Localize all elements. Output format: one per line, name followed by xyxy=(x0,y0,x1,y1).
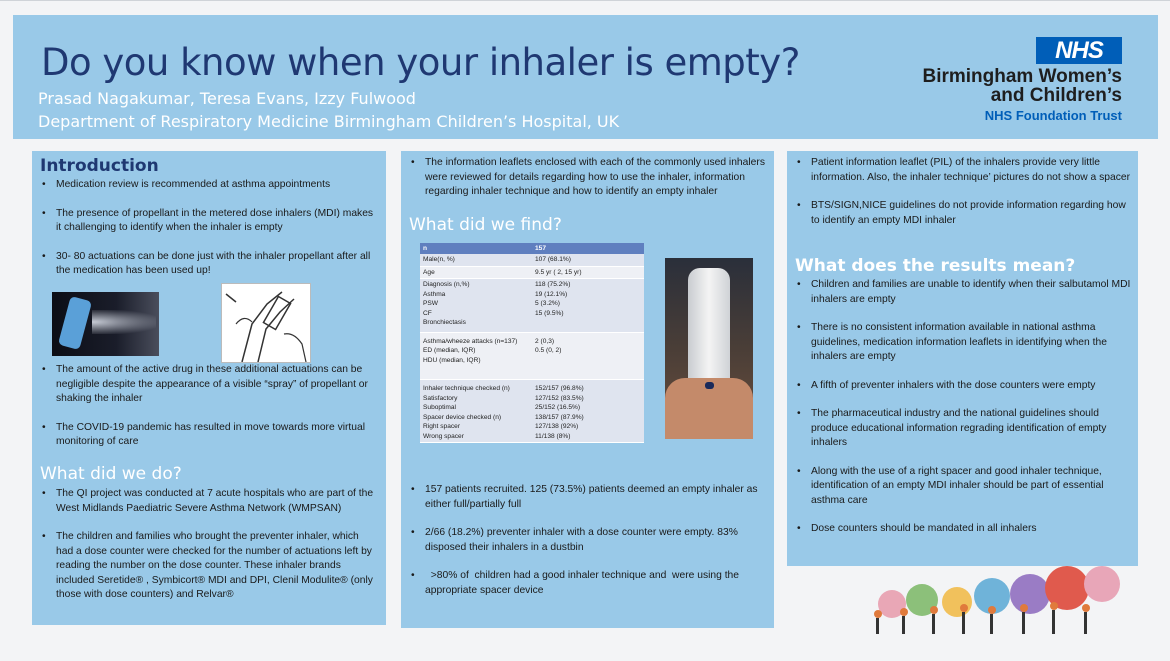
list-item: • The COVID-19 pandemic has resulted in move towards more virtual monitoring of care xyxy=(40,421,378,450)
list-item: • There is no consistent information available in national asthma guidelines, medication information leaflets in identifying when the inhalers are empty xyxy=(795,321,1133,365)
table-cell: Male(n, %) xyxy=(420,254,532,266)
list-item: • Along with the use of a right spacer and good inhaler technique, identification of an empty MDI inhaler should be part of essential asthma care xyxy=(795,465,1133,509)
list-item: • The information leaflets enclosed with each of the commonly used inhalers were reviewed for details regarding how to use the inhaler, information regarding inhaler technique and how to identify an empty inhaler xyxy=(409,156,769,200)
list-item: • Dose counters should be mandated in all inhalers xyxy=(795,522,1133,537)
list-item: • BTS/SIGN,NICE guidelines do not provide information regarding how to identify an empty MDI inhaler xyxy=(795,199,1133,228)
table-row xyxy=(420,380,644,443)
empty-inhaler-photo xyxy=(665,258,753,439)
list-item: • 157 patients recruited. 125 (73.5%) patients deemed an empty inhaler as either full/partially full xyxy=(409,483,769,512)
authors: Prasad Nagakumar, Teresa Evans, Izzy Fulwood xyxy=(38,89,416,108)
list-item: • >80% of children had a good inhaler technique and were using the appropriate spacer device xyxy=(409,569,769,598)
list-item: • The amount of the active drug in these additional actuations can be negligible despite the appearance of a visible “spray” of propellant or shaking the inhaler xyxy=(40,363,378,407)
table-row xyxy=(420,254,644,266)
trust-subtitle: NHS Foundation Trust xyxy=(984,108,1122,123)
table-cell: 152/157 (96.8%) 127/152 (83.5%) 25/152 (16.5%) 138/157 (87.9%) 127/138 (92%) 11/138 (8%) xyxy=(532,380,644,443)
table-header-cell: n xyxy=(420,243,532,254)
list-item: • 30- 80 actuations can be done just with the inhaler propellant after all the medication has been used up! xyxy=(40,250,378,279)
trust-name-line1: Birmingham Women’s xyxy=(922,66,1122,87)
list-item: • 2/66 (18.2%) preventer inhaler with a dose counter were empty. 83% disposed their inhalers in a dustbin xyxy=(409,526,769,555)
what-did-we-do-heading: What did we do? xyxy=(40,464,182,484)
table-cell: Inhaler technique checked (n) Satisfactory Suboptimal Spacer device checked (n) Right spacer Wrong spacer xyxy=(420,380,532,443)
table-cell: 2 (0,3) 0.5 (0, 2) xyxy=(532,332,644,380)
table-cell: Age xyxy=(420,266,532,279)
middle-bottom-list xyxy=(409,483,769,612)
spray-cloud xyxy=(92,310,156,334)
list-item: • The pharmaceutical industry and the national guidelines should produce educational information regrading identification of empty inhalers xyxy=(795,407,1133,451)
table-row xyxy=(420,266,644,279)
table-row xyxy=(420,332,644,380)
table-header-row xyxy=(420,243,644,254)
introduction-list-2 xyxy=(40,363,378,464)
department: Department of Respiratory Medicine Birmingham Children’s Hospital, UK xyxy=(38,112,620,131)
introduction-list xyxy=(40,178,378,293)
inhaler-spray-image xyxy=(52,292,159,356)
table-cell: 9.5 yr ( 2, 15 yr) xyxy=(532,266,644,279)
what-did-we-find-heading: What did we find? xyxy=(409,215,562,235)
results-table xyxy=(420,243,644,443)
list-item: • Children and families are unable to identify when their salbutamol MDI inhalers are empty xyxy=(795,278,1133,307)
middle-panel xyxy=(401,151,774,628)
right-panel xyxy=(787,151,1138,566)
table-cell: 118 (75.2%) 19 (12.1%) 5 (3.2%) 15 (9.5%) xyxy=(532,279,644,333)
dose-counter-window xyxy=(705,382,714,389)
list-item: • A fifth of preventer inhalers with the dose counters were empty xyxy=(795,379,1133,394)
poster-title: Do you know when your inhaler is empty? xyxy=(41,41,800,84)
trust-name xyxy=(922,67,1122,105)
middle-top-list xyxy=(409,156,769,214)
table-cell: Diagnosis (n,%) Asthma PSW CF Bronchiectasis xyxy=(420,279,532,333)
inhaler-technique-sketch xyxy=(221,283,311,363)
inhaler-body xyxy=(58,296,92,350)
list-item: • Patient information leaflet (PIL) of the inhalers provide very little information. Also, the inhaler technique’ pictures do not show a spacer xyxy=(795,156,1133,185)
right-top-list xyxy=(795,156,1133,242)
table-row xyxy=(420,279,644,333)
introduction-heading: Introduction xyxy=(40,156,159,176)
list-item: • The presence of propellant in the metered dose inhalers (MDI) makes it challenging to identify when the inhaler is empty xyxy=(40,207,378,236)
nhs-logo: NHS xyxy=(1036,37,1122,64)
table-cell: 107 (68.1%) xyxy=(532,254,644,266)
list-item: • The QI project was conducted at 7 acute hospitals who are part of the West Midlands Paediatric Severe Asthma Network (WMPSAN) xyxy=(40,487,378,516)
list-item: • The children and families who brought the preventer inhaler, which had a dose counter were checked for the number of actuations left by reading the number on the dose counter. These inhaler brands included Seretide® , Symbicort® MDI and DPI, Clenil Modulite® (only those with dose counters) and Relvar® xyxy=(40,530,378,603)
children-illustration xyxy=(862,566,1122,638)
list-item: • Medication review is recommended at asthma appointments xyxy=(40,178,378,193)
right-bottom-list xyxy=(795,278,1133,551)
what-did-we-do-list xyxy=(40,487,378,617)
what-does-results-mean-heading: What does the results mean? xyxy=(795,256,1076,276)
poster-header xyxy=(13,15,1158,139)
sketch-drawing xyxy=(222,284,311,363)
table-header-cell: 157 xyxy=(532,243,644,254)
left-panel xyxy=(32,151,386,625)
table-cell: Asthma/wheeze attacks (n=137) ED (median, IQR) HDU (median, IQR) xyxy=(420,332,532,380)
trust-name-line2: and Children’s xyxy=(990,85,1122,106)
